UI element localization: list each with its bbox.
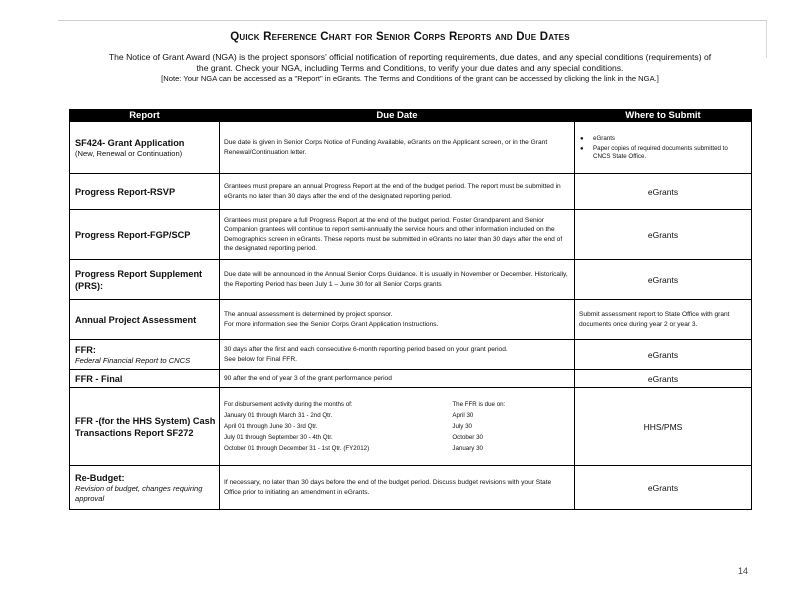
table-row <box>70 300 752 340</box>
report-name: FFR -(for the HHS System) Cash Transactions Report SF272 <box>75 415 216 438</box>
due-text: 30 days after the first and each consecutive 6-month reporting period based on your grant period. See below for Final FFR. <box>224 346 508 363</box>
due-text: Due date is given in Senior Corps Notice of Funding Available, eGrants on the Applicant screen, or in the Grant Renewal/Continuation letter. <box>224 139 548 156</box>
report-cell <box>70 370 220 388</box>
schedule-due: April 30 <box>452 411 474 419</box>
schedule-period: January 01 through March 31 - 2nd Qtr. <box>224 411 333 419</box>
report-name: Progress Report Supplement (PRS): <box>75 268 203 291</box>
where-cell <box>575 300 752 340</box>
table-row <box>70 466 752 510</box>
intro-line-1: The Notice of Grant Award (NGA) is the project sponsors' official notification of reporting requirements, due dates, and any special conditions (requirements) of <box>108 52 712 62</box>
where-cell: eGrants <box>575 340 752 370</box>
report-name: SF424- Grant Application <box>75 137 185 148</box>
header-due-date: Due Date <box>220 110 575 122</box>
report-name: FFR - Final <box>75 373 123 384</box>
due-text: 90 after the end of year 3 of the grant performance period <box>224 374 392 382</box>
report-cell <box>70 300 220 340</box>
schedule-header <box>224 400 570 410</box>
report-name: Annual Project Assessment <box>75 314 197 325</box>
due-cell <box>220 300 575 340</box>
schedule-row <box>224 432 570 443</box>
table-row <box>70 388 752 466</box>
due-cell <box>220 340 575 370</box>
due-cell <box>220 174 575 210</box>
due-cell <box>220 388 575 466</box>
schedule-row <box>224 421 570 432</box>
page-title: Quick Reference Chart for Senior Corps Reports and Due Dates <box>230 31 570 43</box>
schedule-due-header: The FFR is due on: <box>452 400 506 408</box>
header-report: Report <box>70 110 220 122</box>
page-number: 14 <box>738 566 749 576</box>
schedule-due: July 30 <box>452 422 472 430</box>
schedule-period: July 01 through September 30 - 4th Qtr. <box>224 433 333 441</box>
due-text: Grantees must prepare an annual Progress Report at the end of the budget period. The report must be submitted in eGrants no later than 30 days after the end of the designated reporting period. <box>224 183 561 200</box>
where-item: ● Paper copies of required documents submitted to CNCS State Office. <box>579 145 747 161</box>
schedule-period-header: For disbursement activity during the months of: <box>224 400 353 408</box>
due-text: Grantees must prepare a full Progress Report at the end of the budget period. Foster Grandparent and Senior Companion grantees will continue to report semi-annually the service hours and other information included on the Demographics screen in eGrants. These reports must be submitted in eGrants no later than 30 days after the end of the designated reporting period. <box>224 216 563 252</box>
report-cell <box>70 340 220 370</box>
ffr-schedule <box>224 400 570 454</box>
where-cell: eGrants <box>575 174 752 210</box>
report-cell <box>70 388 220 466</box>
schedule-period: October 01 through December 31 - 1st Qtr. (FY2012) <box>224 444 370 452</box>
due-text: Due date will be announced in the Annual Senior Corps Guidance. It is usually in November or December. Historically, the Reporting Period has been July 1 – June 30 for all Senior Corps grants <box>224 271 568 288</box>
where-cell: eGrants <box>575 466 752 510</box>
due-cell <box>220 122 575 174</box>
table-header-row <box>70 110 752 122</box>
where-cell <box>575 122 752 174</box>
side-divider <box>766 20 767 58</box>
report-subtitle: Revision of budget, changes requiring approval <box>75 483 203 503</box>
due-cell <box>220 260 575 300</box>
report-subtitle: (New, Renewal or Continuation) <box>75 148 183 158</box>
due-cell <box>220 210 575 260</box>
where-cell: eGrants <box>575 260 752 300</box>
report-name: FFR: <box>75 344 96 355</box>
where-cell: eGrants <box>575 370 752 388</box>
intro-text <box>70 52 750 84</box>
table-row <box>70 210 752 260</box>
report-name: Re-Budget: <box>75 472 125 483</box>
report-cell <box>70 466 220 510</box>
reports-table <box>69 109 752 510</box>
schedule-due: January 30 <box>452 444 483 452</box>
table-row <box>70 340 752 370</box>
report-cell <box>70 174 220 210</box>
due-text: The annual assessment is determined by project sponsor. For more information see the Senior Corps Grant Application Instructions. <box>224 311 439 328</box>
due-cell <box>220 370 575 388</box>
table-row <box>70 260 752 300</box>
report-cell <box>70 122 220 174</box>
due-text: If necessary, no later than 30 days before the end of the budget period. Discuss budget revisions with your State Office prior to initiating an amendment in eGrants. <box>224 479 552 496</box>
due-cell <box>220 466 575 510</box>
report-subtitle: Federal Financial Report to CNCS <box>75 355 191 365</box>
report-cell <box>70 260 220 300</box>
schedule-period: April 01 through June 30 - 3rd Qtr. <box>224 422 318 430</box>
where-item: ● eGrants <box>579 135 747 143</box>
schedule-row <box>224 410 570 421</box>
report-cell <box>70 210 220 260</box>
table-row <box>70 174 752 210</box>
where-text: Submit assessment report to State Office with grant documents once during year 2 or year 3. <box>579 311 730 328</box>
schedule-due: October 30 <box>452 433 483 441</box>
intro-line-2: the grant. Check your NGA, including Terms and Conditions, to verify your due dates and any special conditions. <box>196 63 624 73</box>
report-name: Progress Report-RSVP <box>75 186 176 197</box>
report-name: Progress Report-FGP/SCP <box>75 229 191 240</box>
table-row <box>70 370 752 388</box>
schedule-row <box>224 443 570 454</box>
top-divider <box>58 20 766 21</box>
intro-note: [Note: Your NGA can be accessed as a "Report" in eGrants. The Terms and Conditions of the grant can be accessed by clicking the link in the NGA.] <box>161 74 659 83</box>
header-where-to-submit: Where to Submit <box>575 110 752 122</box>
where-cell: eGrants <box>575 210 752 260</box>
where-cell: HHS/PMS <box>575 388 752 466</box>
table-row <box>70 122 752 174</box>
where-list <box>579 135 747 161</box>
